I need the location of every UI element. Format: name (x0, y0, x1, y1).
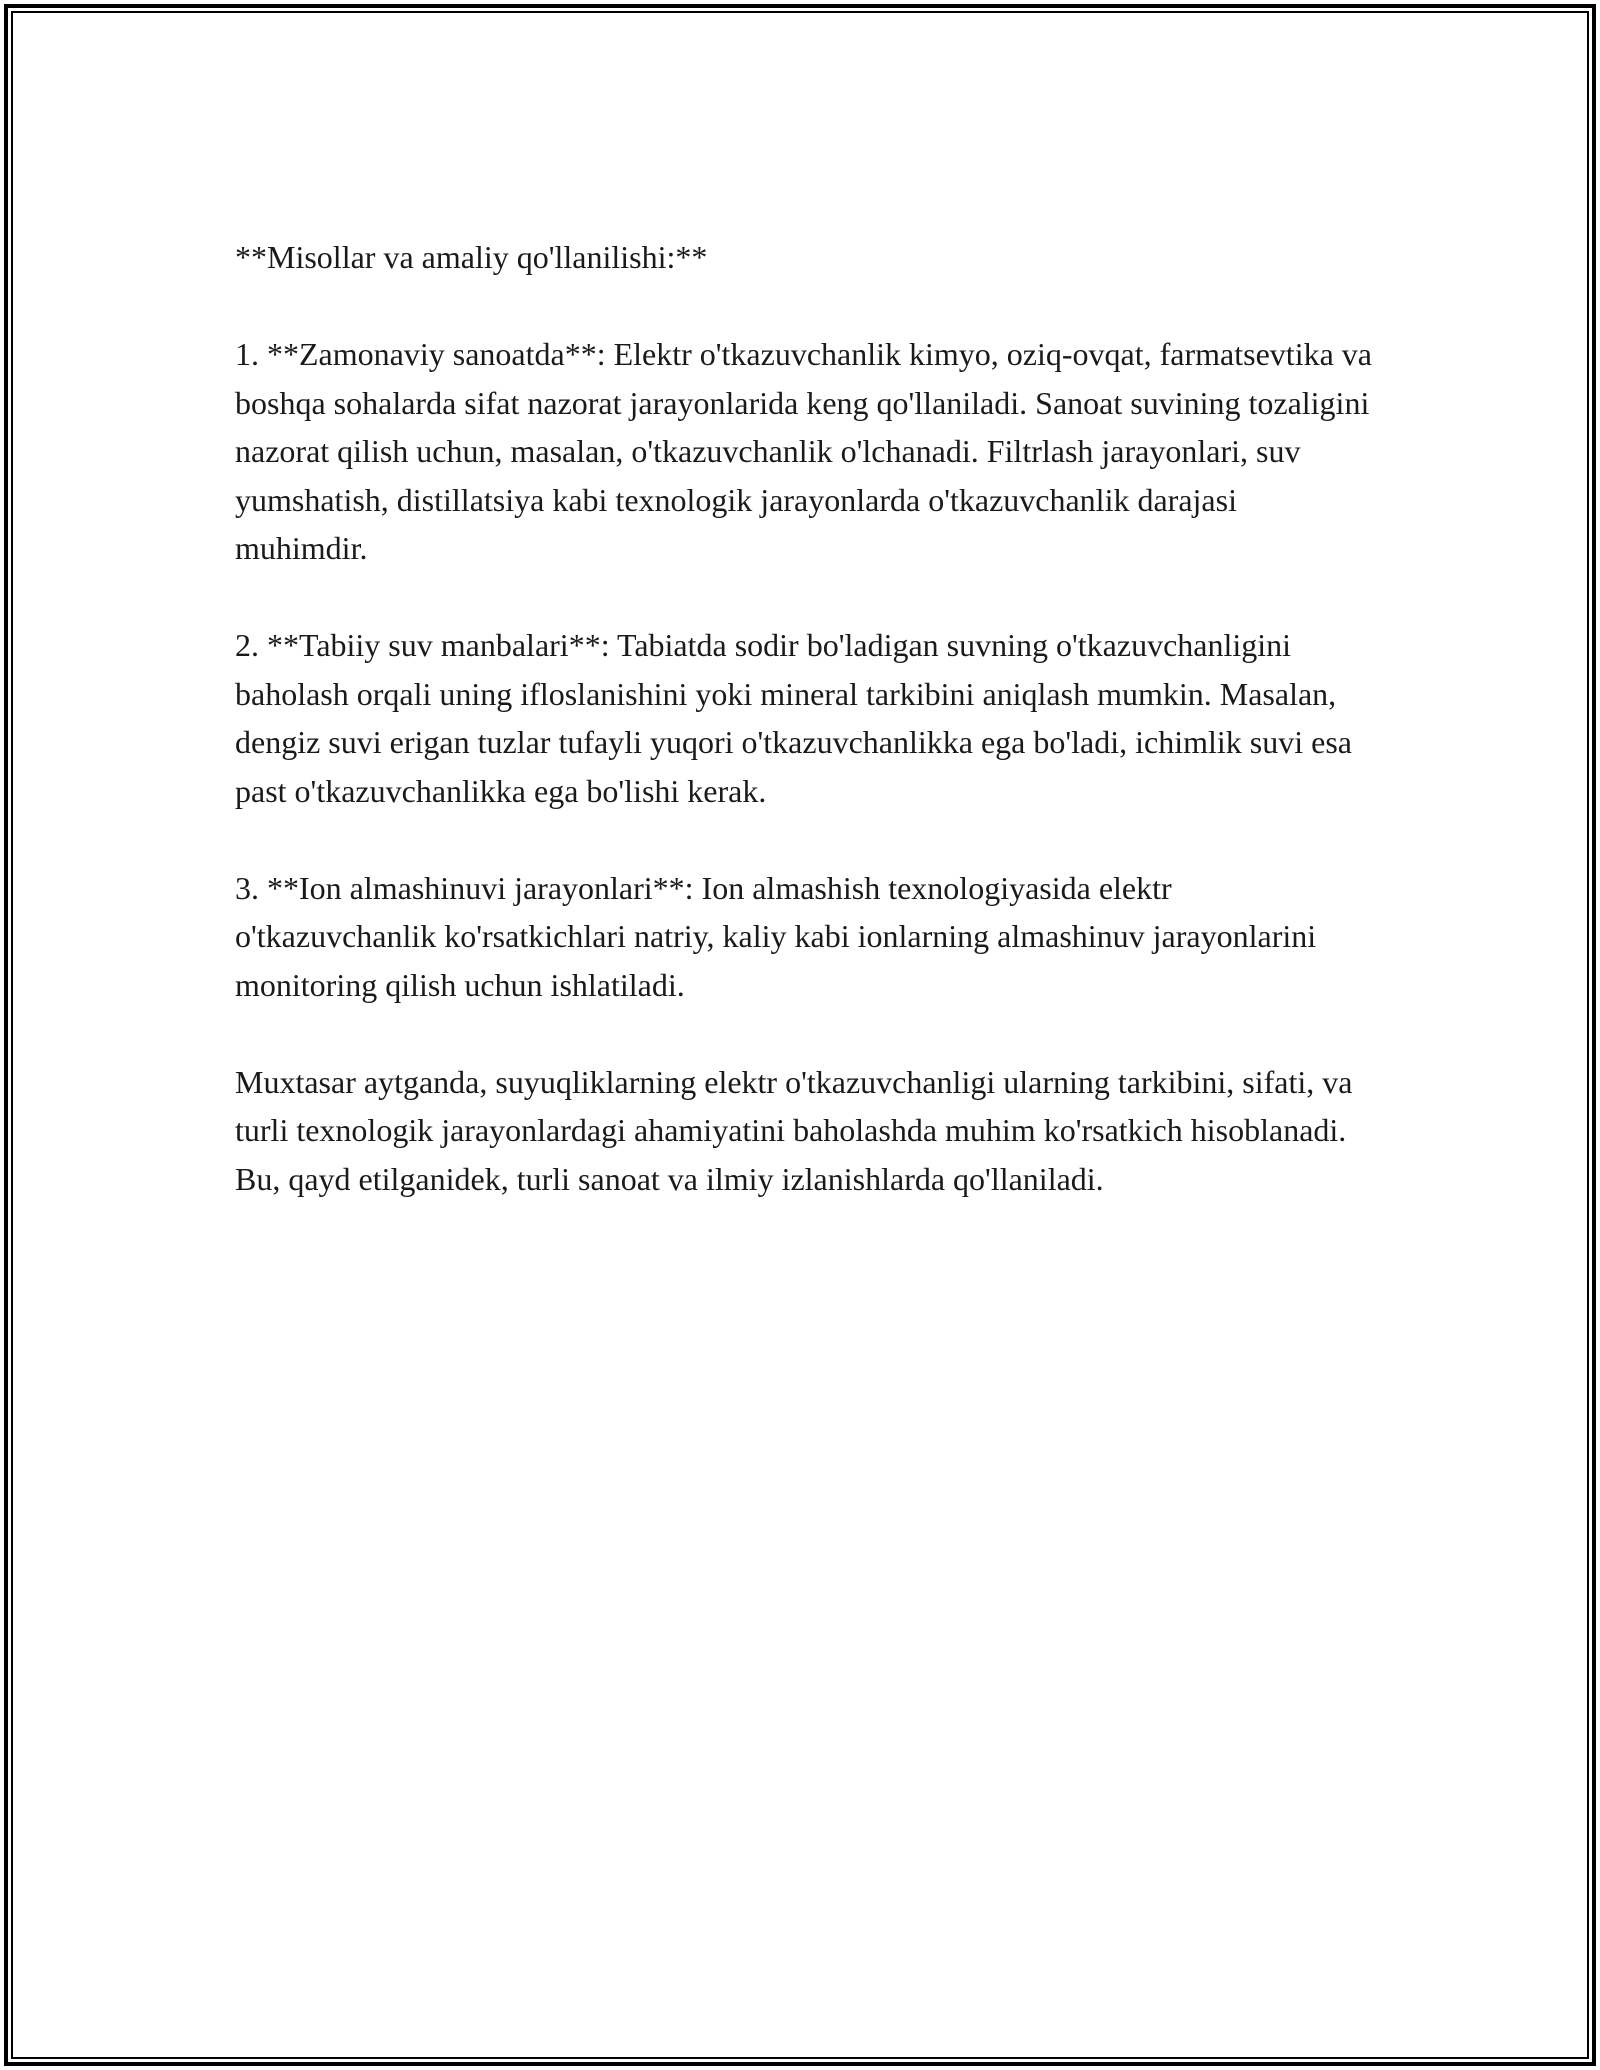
paragraph-industry: 1. **Zamonaviy sanoatda**: Elektr o'tkazuvchanlik kimyo, oziq-ovqat, farmatsevtika va boshqa sohalarda sifat nazorat jarayonlarida keng qo'llaniladi. Sanoat suvining tozaligini nazorat qilish uchun, masalan, o'tkazuvchanlik o'lchanadi. Filtrlash jarayonlari, suv yumshatish, distillatsiya kabi texnologik jarayonlarda o'tkazuvchanlik darajasi muhimdir. (235, 336, 1372, 566)
section-heading: **Misollar va amaliy qo'llanilishi:** (235, 239, 708, 275)
paragraph-ion-exchange: 3. **Ion almashinuvi jarayonlari**: Ion almashish texnologiyasida elektr o'tkazuvchanlik ko'rsatkichlari natriy, kaliy kabi ionlarning almashinuv jarayonlarini monitoring qilish uchun ishlatiladi. (235, 869, 1317, 1003)
paragraph-summary: Muxtasar aytganda, suyuqliklarning elektr o'tkazuvchanligi ularning tarkibini, sifati, va turli texnologik jarayonlardagi ahamiyatini baholashda muhim ko'rsatkich hisoblanadi. Bu, qayd etilganidek, turli sanoat va ilmiy izlanishlarda qo'llaniladi. (235, 1063, 1353, 1197)
paragraph-natural-water: 2. **Tabiiy suv manbalari**: Tabiatda sodir bo'ladigan suvning o'tkazuvchanligini baholash orqali uning ifloslanishini yoki mineral tarkibini aniqlash mumkin. Masalan, dengiz suvi erigan tuzlar tufayli yuqori o'tkazuvchanlikka ega bo'ladi, ichimlik suvi esa past o'tkazuvchanlikka ega bo'lishi kerak. (235, 627, 1352, 809)
document-body (235, 233, 1375, 1203)
